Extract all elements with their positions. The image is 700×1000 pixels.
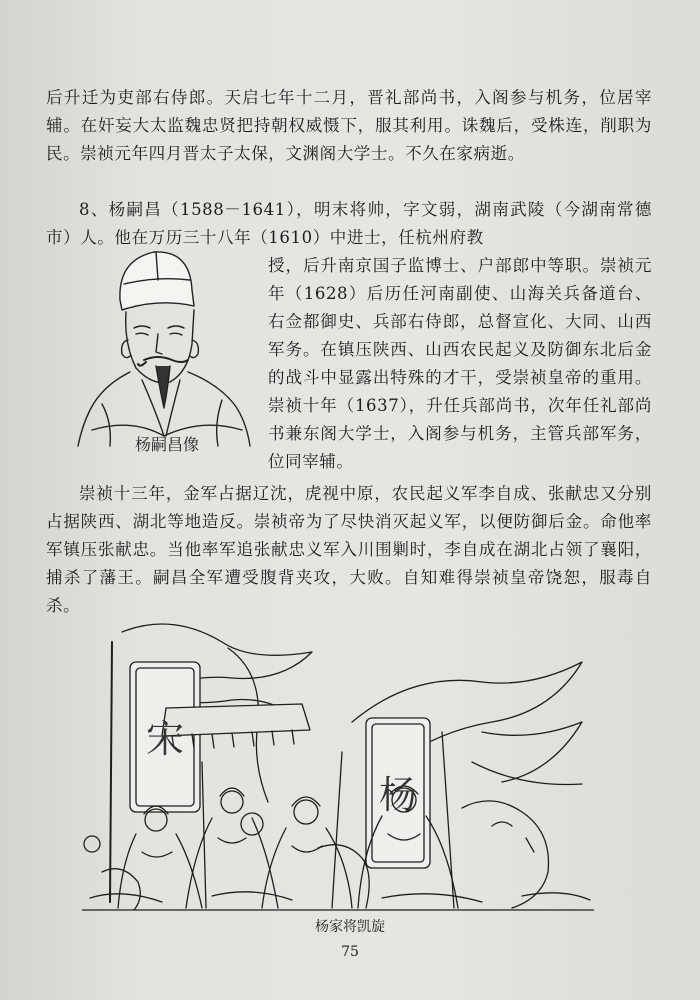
paragraph-2-wrap: 授，后升南京国子监博士、户部郎中等职。崇祯元年（1628）后历任河南副使、山海关兵备道台、右佥都御史、兵部右侍郎，总督宣化、大同、山西军务。在镇压陕西、山西农民起义及防御东北后金的战斗中显露出特殊的才干，受崇祯皇帝的重用。崇祯十年（1637），升任兵部尚书，次年任礼部尚书兼东阁大学士，入阁参与机务，主管兵部军务，位同宰辅。	[268, 256, 652, 471]
scene-caption: 杨家将凯旋	[315, 919, 385, 935]
paragraph-2-top: 8、杨嗣昌（1588－1641），明末将帅，字文弱，湖南武陵（今湖南常德市）人。他在万历三十八年（1610）中进士，任杭州府教	[46, 200, 652, 247]
paragraph-1: 后升迁为吏部右侍郎。天启七年十二月，晋礼部尚书，入阁参与机务，位居宰辅。在奸妄大太监魏忠贤把持朝权威慑下，服其利用。诛魏后，受株连，削职为民。崇祯元年四月晋太子太保，文渊阁大学士。不久在家病逝。	[46, 88, 652, 163]
banner-character-right: 杨	[378, 773, 418, 817]
triumph-scene-illustration	[82, 612, 594, 914]
banner-character-left: 宋	[145, 717, 185, 761]
portrait-caption: 杨嗣昌像	[134, 435, 199, 454]
paragraph-3: 崇祯十三年，金军占据辽沈，虎视中原，农民起义军李自成、张献忠又分别占据陕西、湖北等地造反。崇祯帝为了尽快消灭起义军，以便防御后金。命他率军镇压张献忠。当他率军追张献忠义军入川围剿时，李自成在湖北占领了襄阳，捕杀了藩王。嗣昌全军遭受腹背夹攻，大败。自知难得崇祯皇帝饶恕，服毒自杀。	[46, 484, 652, 615]
portrait-illustration	[72, 240, 254, 450]
page-number: 75	[341, 944, 359, 960]
